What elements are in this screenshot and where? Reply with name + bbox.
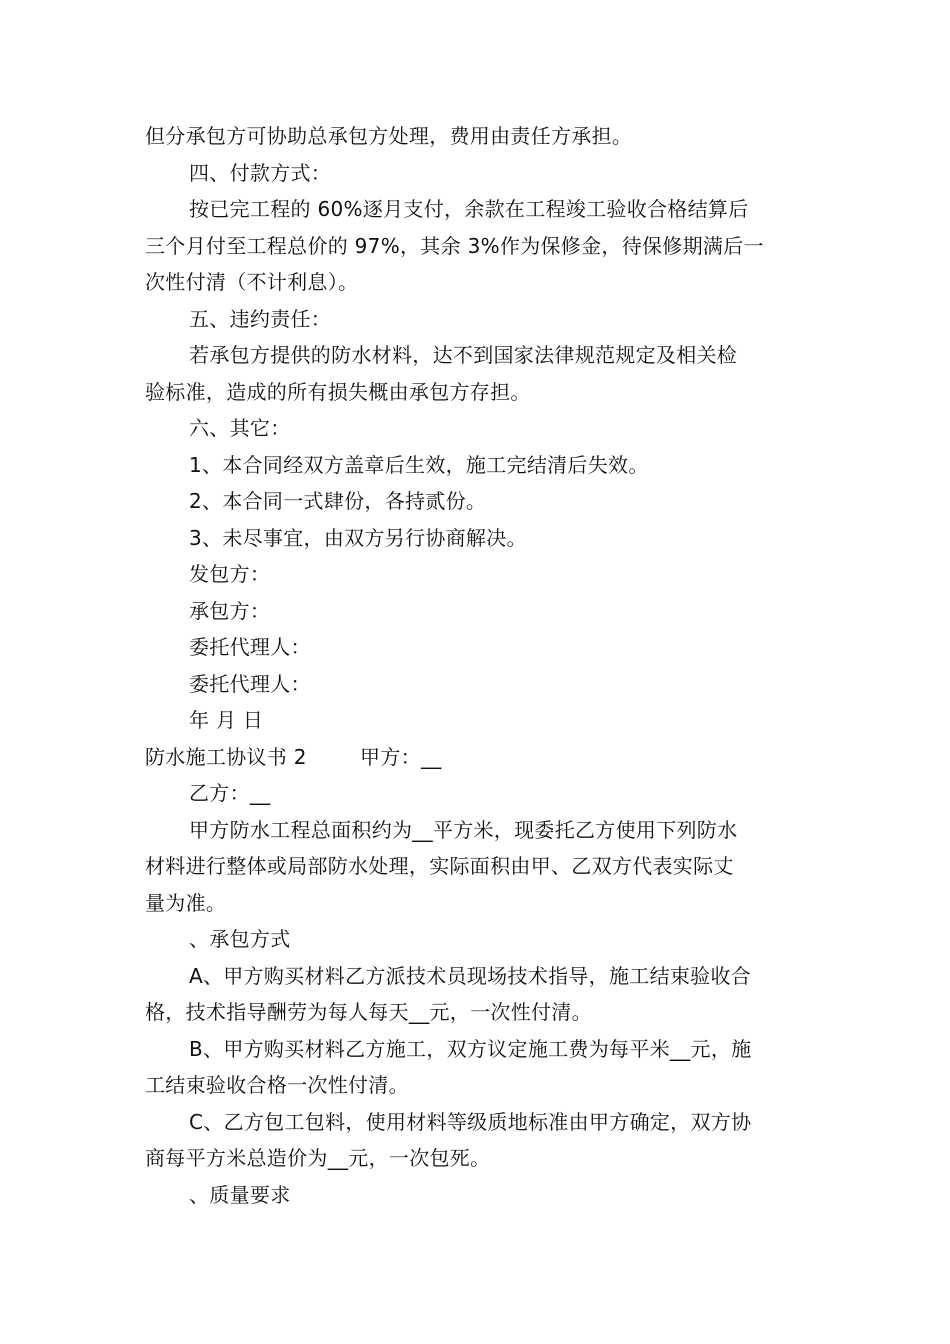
section-heading-contract-method: 、承包方式 — [189, 927, 291, 951]
signature-label-employer: 发包方： — [189, 562, 271, 586]
list-item: 2、本合同一式肆份，各持贰份。 — [189, 489, 487, 513]
section-heading-breach: 五、违约责任： — [189, 306, 332, 331]
signature-label-agent: 委托代理人： — [189, 671, 311, 696]
paragraph-line: 商每平方米总造价为__元，一次包死。 — [145, 1146, 491, 1170]
document-body — [145, 118, 810, 1213]
signature-label-contractor: 承包方： — [189, 598, 271, 623]
paragraph-line: 按已完工程的 60%逐月支付，余款在工程竣工验收合格结算后 — [189, 197, 749, 221]
paragraph-line: 三个月付至工程总价的 97%，其余 3%作为保修金，待保修期满后一 — [145, 233, 764, 258]
list-item: 3、未尽事宜，由双方另行协商解决。 — [189, 525, 527, 550]
paragraph-line: 但分承包方可协助总承包方处理，费用由责任方承担。 — [145, 124, 633, 148]
list-item: A、甲方购买材料乙方派技术员现场技术指导，施工结束验收合 — [189, 963, 752, 988]
date-line: 年 月 日 — [189, 708, 264, 732]
paragraph-line: 若承包方提供的防水材料，达不到国家法律规范规定及相关检 — [189, 343, 738, 367]
list-item: 1、本合同经双方盖章后生效，施工完结清后失效。 — [189, 452, 649, 477]
paragraph-line: 工结束验收合格一次性付清。 — [145, 1073, 409, 1097]
party-b-line: 乙方：__ — [189, 781, 271, 805]
signature-label-agent: 委托代理人： — [189, 635, 311, 659]
section-heading-quality: 、质量要求 — [189, 1182, 291, 1207]
list-item: C、乙方包工包料，使用材料等级质地标准由甲方确定，双方协 — [189, 1109, 752, 1134]
paragraph-line: 格，技术指导酬劳为每人每天__元，一次性付清。 — [145, 1000, 592, 1024]
section-heading-payment: 四、付款方式： — [189, 160, 332, 185]
paragraph-line: 量为准。 — [145, 890, 227, 915]
section-heading-other: 六、其它： — [189, 416, 291, 440]
paragraph-line: 甲方防水工程总面积约为__平方米，现委托乙方使用下列防水 — [189, 817, 738, 842]
paragraph-line: 验标准，造成的所有损失概由承包方存担。 — [145, 379, 531, 404]
paragraph-line: 材料进行整体或局部防水处理，实际面积由甲、乙双方代表实际丈 — [145, 854, 734, 878]
agreement-title-line: 防水施工协议书 2 甲方：__ — [145, 744, 442, 769]
paragraph-line: 次性付清（不计利息）。 — [145, 270, 359, 294]
list-item: B、甲方购买材料乙方施工，双方议定施工费为每平米__元，施 — [189, 1036, 752, 1061]
